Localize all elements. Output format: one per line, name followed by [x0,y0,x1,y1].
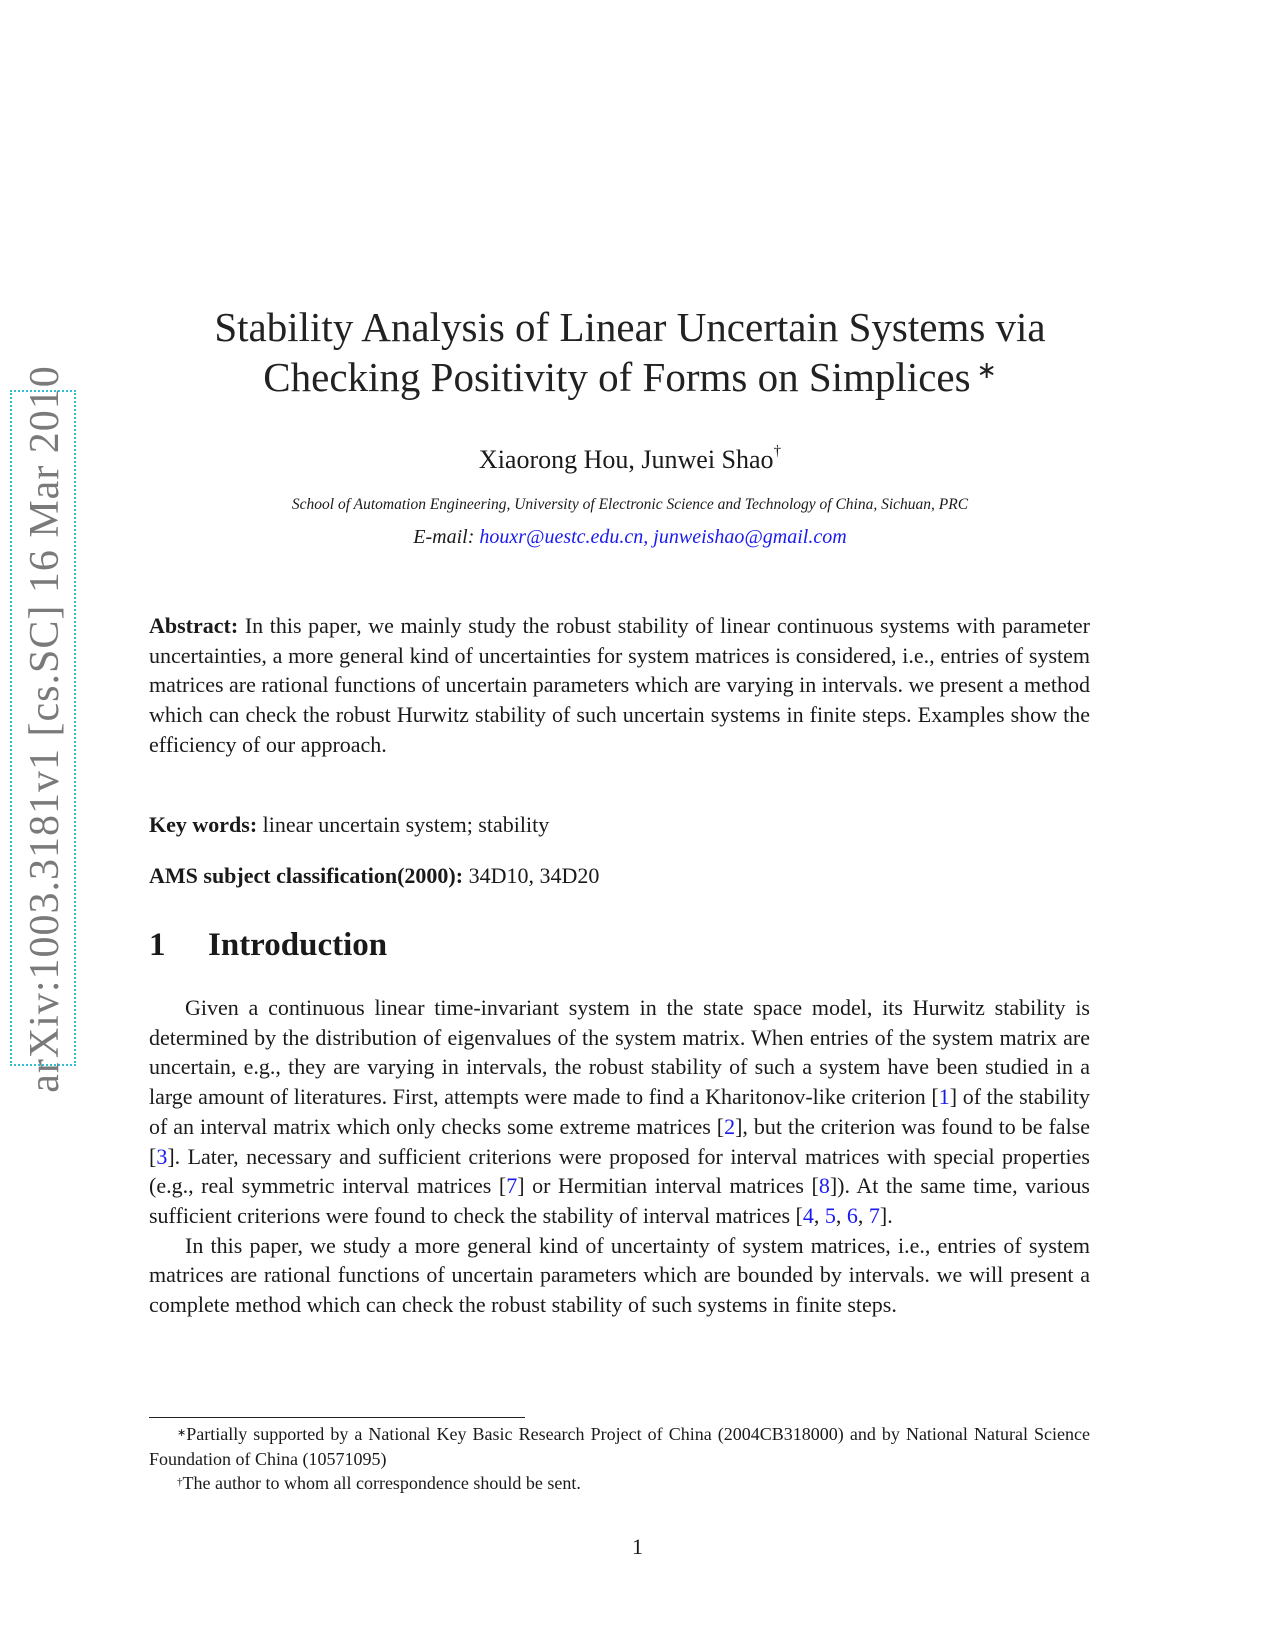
title-line-2-text: Checking Positivity of Forms on Simplices [263,354,971,400]
email-label: E-mail: [413,526,475,548]
intro-text: ] of the stability of an interval matrix which only checks some extreme matrices [ [149,1084,1091,1139]
citation-link[interactable]: 7 [868,1202,880,1228]
footnote-funding [149,1422,1090,1471]
citation-link[interactable]: 5 [824,1202,836,1228]
abstract-text: In this paper, we mainly study the robust stability of linear continuous systems with parameter uncertainties, a more general kind of uncertainties for system matrices is considered, i.e., entries of system matrices are rational functions of uncertain parameters which are varying in intervals. we present a method which can check the robust Hurwitz stability of such uncertain systems in finite steps. Examples show the efficiency of our approach. [149,613,1090,757]
ams-label: AMS subject classification(2000): [149,863,464,888]
intro-paragraph-2: In this paper, we study a more general kind of uncertainty of system matrices, i.e., entries of system matrices are rational functions of uncertain parameters which are bounded by intervals. we will present a complete method which can check the robust stability of such systems in finite steps. [149,1232,1090,1318]
email-link-junweishao[interactable]: junweishao@gmail.com [653,526,847,548]
introduction-body [149,993,1090,1320]
footnote-correspondence [149,1471,1090,1496]
intro-text: , [835,1202,847,1228]
intro-text: ]. [879,1202,893,1228]
keywords-label: Key words: [149,812,258,837]
citation-link[interactable]: 2 [724,1113,736,1139]
section-number: 1 [149,927,166,963]
citation-link[interactable]: 8 [818,1173,830,1199]
footnotes [149,1422,1090,1496]
citation-link[interactable]: 6 [846,1202,858,1228]
page-number: 1 [632,1534,643,1559]
citation-link[interactable]: 3 [156,1143,168,1169]
footnote-marker: ∗ [177,1427,187,1439]
keywords-text: linear uncertain system; stability [262,812,550,837]
footnote-divider [149,1417,525,1418]
intro-text: Given a continuous linear time-invariant system in the state space model, its Hurwitz stability is determined by the distribution of eigenvalues of the system matrix. When entries of the system matrix are uncertain, e.g., they are varying in intervals, the robust stability of such a system have been studied in a large amount of literatures. First, attempts were made to find a Kharitonov-like criterion [ [149,995,1090,1110]
arxiv-identifier: arXiv:1003.3181v1 [cs.SC] 16 Mar 2010 [22,365,68,1093]
title-line-2 [140,352,1120,402]
author-names: Xiaorong Hou, Junwei Shao [478,445,774,474]
abstract [149,611,1090,760]
citation-link[interactable]: 1 [938,1084,950,1110]
intro-text: , [857,1202,869,1228]
intro-paragraph-1 [149,993,1090,1231]
authors [140,445,1120,475]
citation-link[interactable]: 4 [802,1202,814,1228]
footnote-text: Partially supported by a National Key Basic Research Project of China (2004CB318000) and by National Natural Science Foundation of China (10571095) [149,1424,1090,1469]
keywords [149,810,1090,840]
paper-title [140,302,1120,402]
email-link-houxr[interactable]: houxr@uestc.edu.cn, [479,526,649,548]
intro-text: ]. Later, necessary and sufficient criterions were proposed for interval matrices with special properties (e.g., real symmetric interval matrices [ [149,1143,1090,1199]
author-footnote-marker[interactable]: † [773,443,782,459]
arxiv-stamp [10,365,76,1093]
intro-text: , [813,1202,825,1228]
email-line [140,526,1120,549]
footnote-text: The author to whom all correspondence should be sent. [182,1473,581,1493]
ams-classification [149,861,1090,891]
section-title: Introduction [208,927,388,963]
title-line-1: Stability Analysis of Linear Uncertain Systems via [214,304,1046,350]
title-footnote-marker[interactable]: ∗ [976,358,997,384]
affiliation: School of Automation Engineering, University of Electronic Science and Technology of China, Sichuan, PRC [291,496,969,513]
abstract-label: Abstract: [149,613,239,638]
section-heading-introduction [149,927,387,964]
intro-text: ] or Hermitian interval matrices [ [517,1173,819,1199]
intro-text: ]). At the same time, various sufficient criterions were found to check the stability of interval matrices [ [149,1173,1090,1228]
footnote-marker: † [177,1476,183,1488]
ams-text: 34D10, 34D20 [468,863,600,888]
intro-text: ], but the criterion was found to be false [ [149,1113,1091,1169]
citation-link[interactable]: 7 [506,1173,518,1199]
